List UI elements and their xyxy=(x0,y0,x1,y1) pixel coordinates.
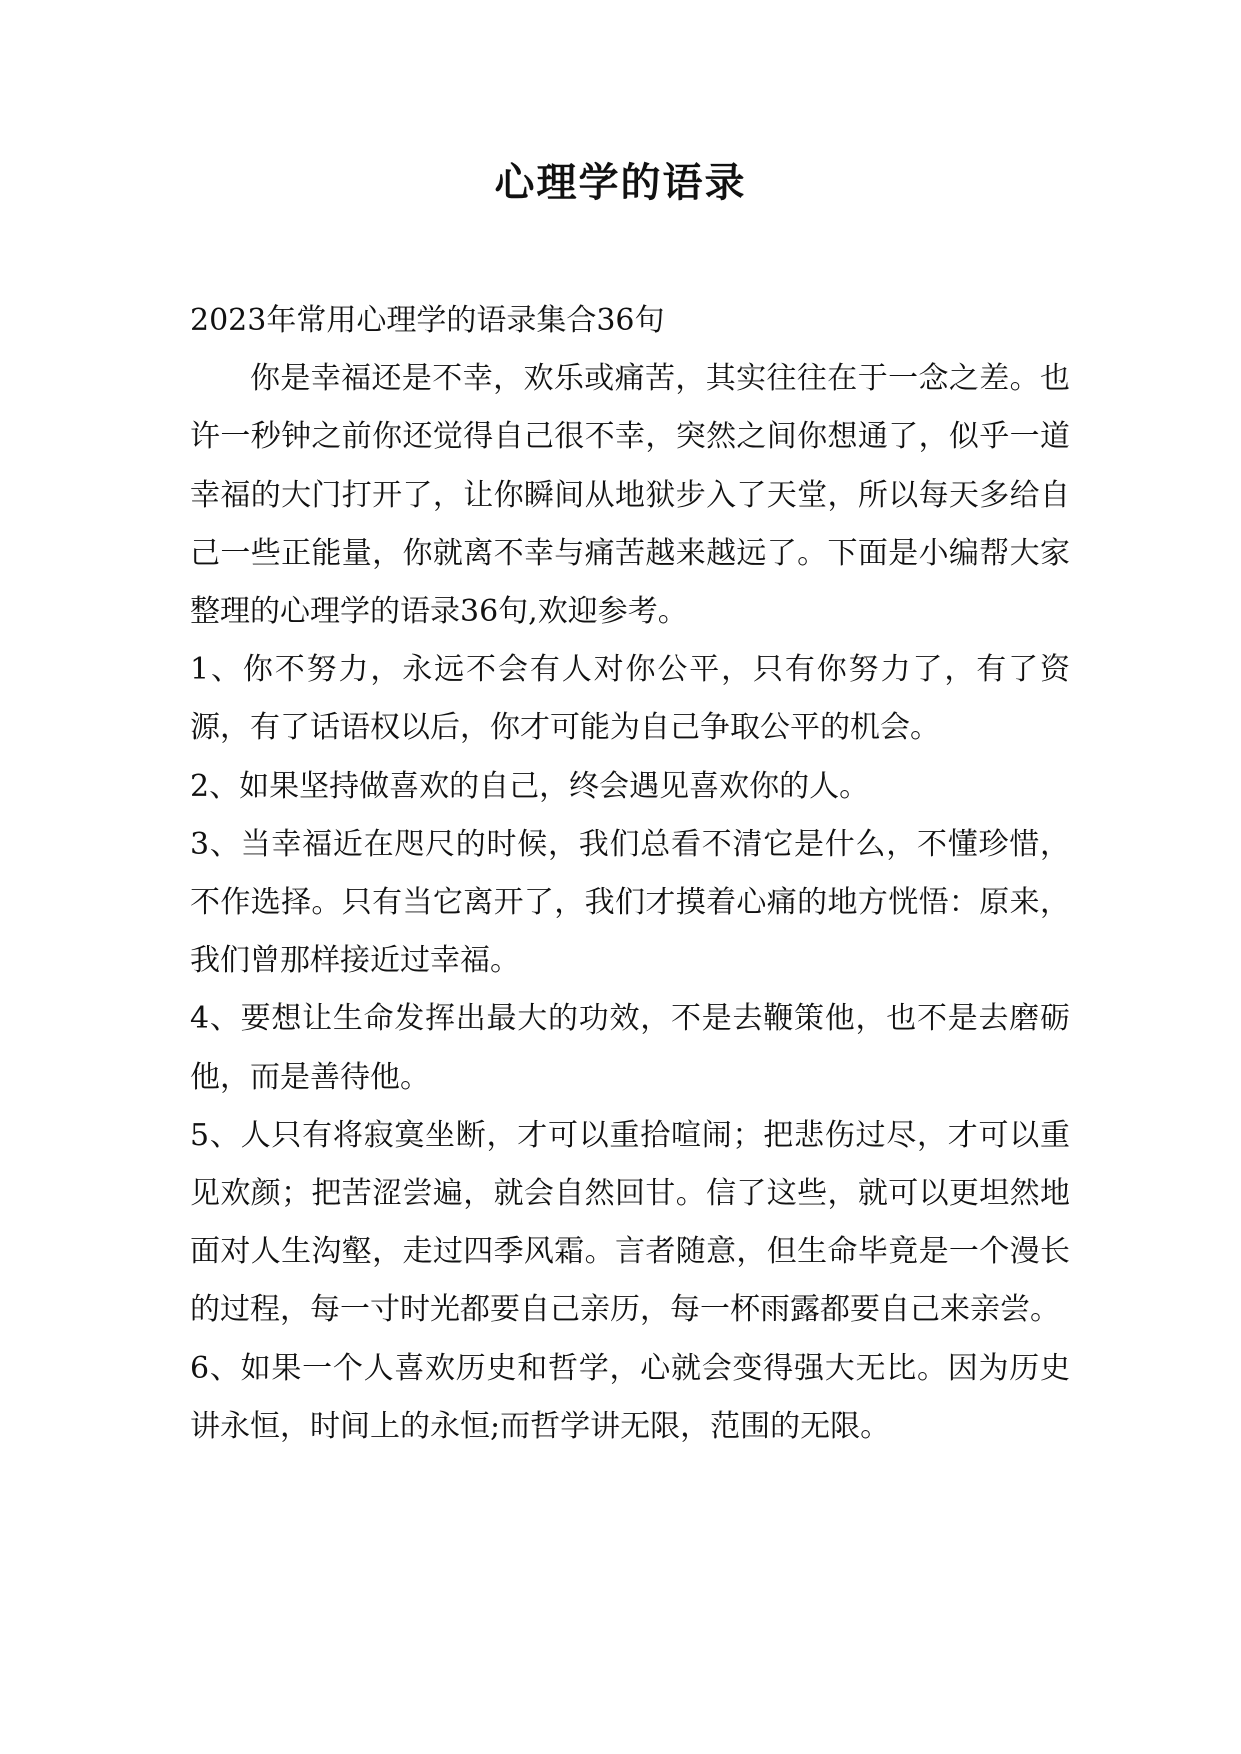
quote-item-4: 4、要想让生命发挥出最大的功效，不是去鞭策他，也不是去磨砺他，而是善待他。 xyxy=(190,1001,1070,1095)
document-subtitle: 2023年常用心理学的语录集合36句 xyxy=(190,303,665,338)
quote-item-3: 3、当幸福近在咫尺的时候，我们总看不清它是什么，不懂珍惜，不作选择。只有当它离开了，我们才摸着心痛的地方恍悟：原来，我们曾那样接近过幸福。 xyxy=(190,826,1070,979)
quote-item-5: 5、人只有将寂寞坐断，才可以重拾喧闹；把悲伤过尽，才可以重见欢颜；把苦涩尝遍，就会自然回甘。信了这些，就可以更坦然地面对人生沟壑，走过四季风霜。言者随意，但生命毕竟是一个漫长的过程，每一寸时光都要自己亲历，每一杯雨露都要自己来亲尝。 xyxy=(190,1117,1070,1328)
intro-paragraph: 你是幸福还是不幸，欢乐或痛苦，其实往往在于一念之差。也许一秒钟之前你还觉得自己很不幸，突然之间你想通了，似乎一道幸福的大门打开了，让你瞬间从地狱步入了天堂，所以每天多给自己一些正能量，你就离不幸与痛苦越来越远了。下面是小编帮大家整理的心理学的语录36句,欢迎参考。 xyxy=(190,361,1070,630)
quote-item-2: 2、如果坚持做喜欢的自己，终会遇见喜欢你的人。 xyxy=(190,768,870,804)
quote-item-6: 6、如果一个人喜欢历史和哲学，心就会变得强大无比。因为历史讲永恒，时间上的永恒;而哲学讲无限，范围的无限。 xyxy=(190,1350,1070,1444)
quote-item-1: 1、你不努力，永远不会有人对你公平，只有你努力了，有了资源，有了话语权以后，你才可能为自己争取公平的机会。 xyxy=(190,652,1070,746)
document-body xyxy=(190,292,1070,1456)
document-title: 心理学的语录 xyxy=(494,159,747,206)
